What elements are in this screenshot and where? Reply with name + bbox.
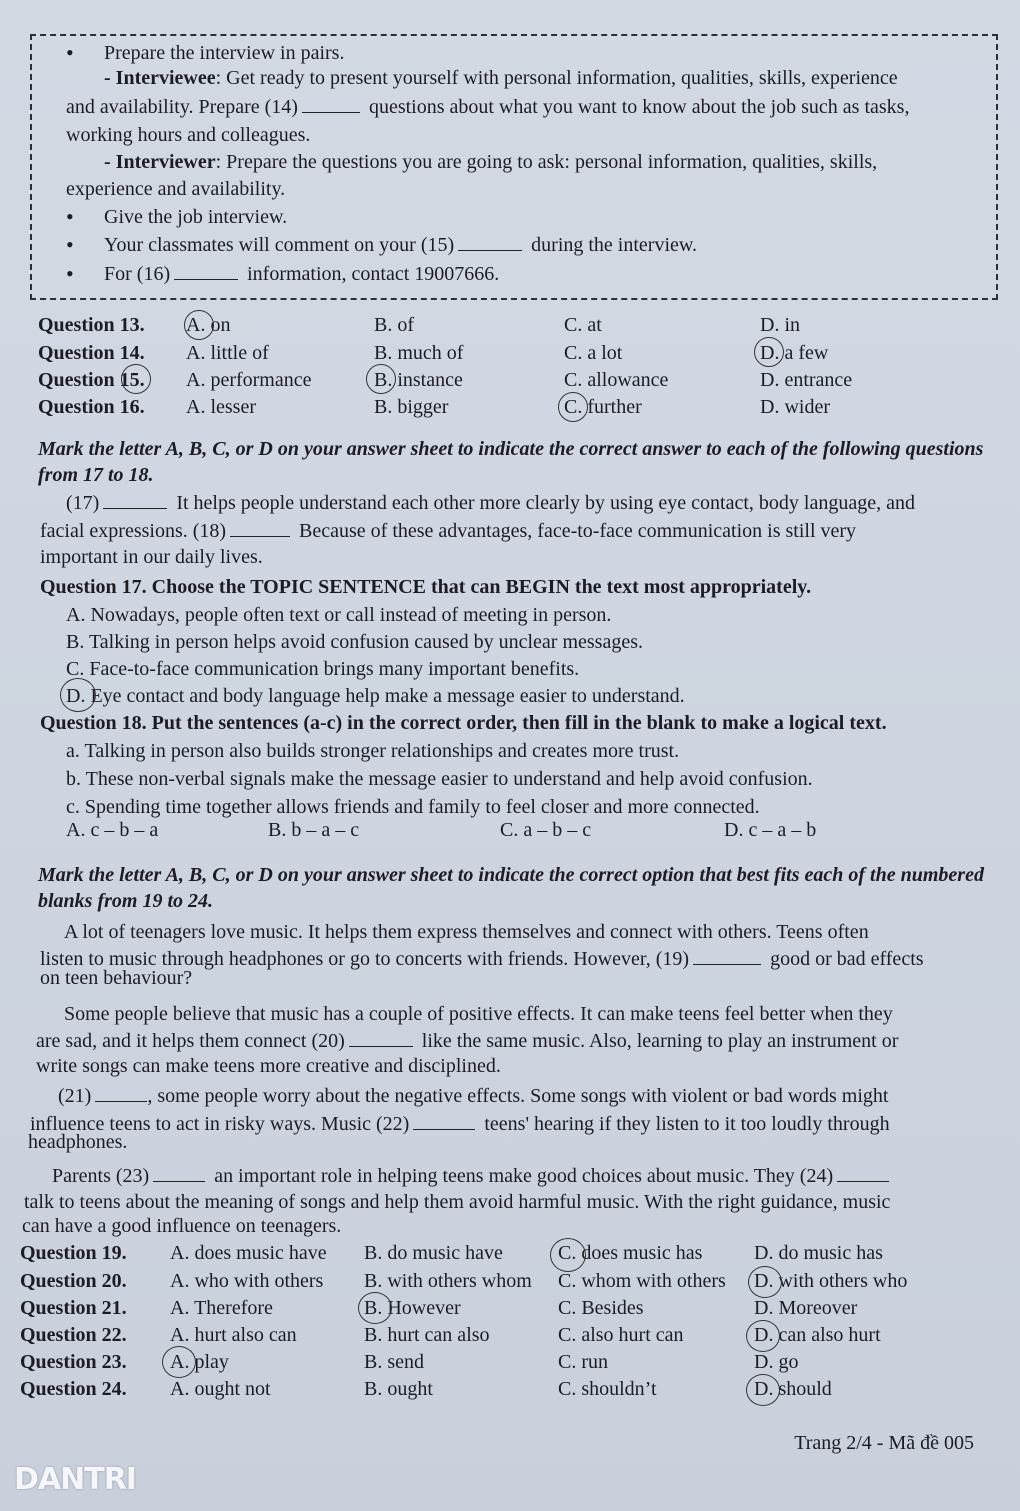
blank-15 (458, 250, 522, 251)
box-interviewee-line-2: and availability. Prepare (14) questions about what you want to know about the job such as tasks, (66, 96, 910, 118)
option-c[interactable]: C. at (564, 314, 602, 336)
option-b[interactable]: B. of (374, 314, 414, 336)
blank-23 (153, 1181, 205, 1182)
option-b[interactable]: B. instance (374, 369, 463, 391)
option-c[interactable]: C. also hurt can (558, 1324, 684, 1346)
option-a[interactable]: A. little of (186, 342, 269, 364)
option-d[interactable]: D. Moreover (754, 1297, 858, 1319)
answer-mark-17 (60, 678, 96, 712)
box-interviewee-line-1: - Interviewee: Get ready to present yourself with personal information, qualities, skills, experience (104, 67, 898, 89)
option-b[interactable]: B. ought (364, 1378, 433, 1400)
option-a[interactable]: A. Therefore (170, 1297, 273, 1319)
answer-mark-15 (366, 364, 396, 394)
passage-p4-line-3: can have a good influence on teenagers. (22, 1215, 342, 1237)
option-d[interactable]: D. a few (760, 342, 829, 364)
passage-p3-line-1: (21) , some people worry about the negative effects. Some songs with violent or bad words might (58, 1085, 889, 1107)
option-a[interactable]: A. performance (186, 369, 312, 391)
option-c[interactable]: C. run (558, 1351, 608, 1373)
question-label: Question 23. (20, 1351, 127, 1373)
answer-mark-14 (754, 337, 784, 367)
q17-option-d[interactable]: D. Eye contact and body language help make a message easier to understand. (66, 685, 685, 707)
option-c[interactable]: C. does music has (558, 1242, 703, 1264)
option-a[interactable]: A. c – b – a (66, 819, 159, 841)
question-15-row (38, 368, 998, 392)
question-label: Question 20. (20, 1270, 127, 1292)
option-b[interactable]: B. bigger (374, 396, 449, 418)
answer-mark-21 (358, 1292, 392, 1324)
passage-p3-line-2: influence teens to act in risky ways. Music (22) teens' hearing if they listen to it too loudly through (30, 1113, 890, 1135)
option-d[interactable]: D. wider (760, 396, 830, 418)
option-b[interactable]: B. do music have (364, 1242, 503, 1264)
dantri-watermark-logo: DANTRI (14, 1462, 136, 1497)
question-18-options (66, 818, 966, 842)
question-label: Question 24. (20, 1378, 127, 1400)
option-b[interactable]: B. However (364, 1297, 461, 1319)
question-16-row (38, 395, 998, 419)
instruction-17-18: Mark the letter A, B, C, or D on your answer sheet to indicate the correct answer to each of the following questions from 17 to 18. (38, 438, 984, 486)
box-bullet-4: • For (16) information, contact 19007666. (104, 262, 499, 286)
passage-p1-line-3: on teen behaviour? (40, 967, 193, 989)
blank-21 (95, 1101, 147, 1102)
question-label: Question 13. (38, 314, 145, 336)
text-17-18-line-1: (17) It helps people understand each other more clearly by using eye contact, body language, and (66, 492, 915, 514)
box-bullet-1: • Prepare the interview in pairs. (104, 41, 344, 65)
option-d[interactable]: D. can also hurt (754, 1324, 881, 1346)
option-c[interactable]: C. Besides (558, 1297, 644, 1319)
option-b[interactable]: B. b – a – c (268, 819, 360, 841)
question-label: Question 16. (38, 396, 145, 418)
question-20-row (20, 1269, 1010, 1293)
option-a[interactable]: A. hurt also can (170, 1324, 297, 1346)
question-label: Question 22. (20, 1324, 127, 1346)
blank-19 (693, 964, 761, 965)
question-19-row (20, 1241, 1010, 1265)
option-a[interactable]: A. ought not (170, 1378, 271, 1400)
question-label: Question 21. (20, 1297, 127, 1319)
blank-18 (230, 536, 290, 537)
option-c[interactable]: C. further (564, 396, 642, 418)
passage-p4-line-2: talk to teens about the meaning of songs and help them avoid harmful music. With the right guidance, music (24, 1191, 891, 1213)
option-a[interactable]: A. play (170, 1351, 229, 1373)
passage-p4-line-1: Parents (23) an important role in helping teens make good choices about music. They (24) (52, 1164, 893, 1188)
blank-14 (302, 112, 360, 113)
option-c[interactable]: C. a lot (564, 342, 623, 364)
question-22-row (20, 1323, 1010, 1347)
blank-17 (103, 508, 167, 509)
option-c[interactable]: C. allowance (564, 369, 669, 391)
option-d[interactable]: D. in (760, 314, 800, 336)
answer-mark-13 (184, 310, 214, 340)
passage-p2-line-1: Some people believe that music has a couple of positive effects. It can make teens feel better when they (64, 1003, 893, 1025)
option-c[interactable]: C. whom with others (558, 1270, 726, 1292)
page-footer: Trang 2/4 - Mã đề 005 (794, 1432, 974, 1454)
q17-option-a[interactable]: A. Nowadays, people often text or call instead of meeting in person. (66, 604, 612, 626)
box-interviewee-line-3: working hours and colleagues. (66, 124, 311, 146)
option-d[interactable]: D. entrance (760, 369, 853, 391)
option-a[interactable]: A. lesser (186, 396, 256, 418)
option-b[interactable]: B. send (364, 1351, 424, 1373)
box-bullet-3: • Your classmates will comment on your (15) during the interview. (104, 233, 697, 257)
passage-p3-line-3: headphones. (28, 1131, 128, 1153)
option-a[interactable]: A. on (186, 314, 231, 336)
option-c[interactable]: C. a – b – c (500, 819, 592, 841)
option-a[interactable]: A. who with others (170, 1270, 324, 1292)
blank-22 (413, 1129, 475, 1130)
option-d[interactable]: D. go (754, 1351, 799, 1373)
passage-p2-line-3: write songs can make teens more creative and disciplined. (36, 1055, 501, 1077)
answer-mark-16 (558, 392, 588, 422)
passage-p2-line-2: are sad, and it helps them connect (20) like the same music. Also, learning to play an instrument or (36, 1030, 899, 1052)
option-d[interactable]: D. with others who (754, 1270, 908, 1292)
blank-20 (349, 1046, 413, 1047)
answer-mark-24 (746, 1374, 780, 1406)
text-17-18-line-3: important in our daily lives. (40, 546, 263, 568)
answer-mark-19 (550, 1238, 586, 1272)
q17-option-b[interactable]: B. Talking in person helps avoid confusion caused by unclear messages. (66, 631, 643, 653)
q18-sentence-c: c. Spending time together allows friends and family to feel closer and more connected. (66, 796, 760, 818)
question-mark-15 (121, 364, 151, 394)
answer-mark-20 (748, 1266, 782, 1298)
text-17-18-line-2: facial expressions. (18) Because of these advantages, face-to-face communication is still very (40, 520, 857, 542)
question-18-title: Question 18. Put the sentences (a-c) in the correct order, then fill in the blank to make a logical text. (40, 712, 887, 734)
question-label: Question 19. (20, 1242, 127, 1264)
instruction-19-24: Mark the letter A, B, C, or D on your answer sheet to indicate the correct option that best fits each of the numbered blanks from 19 to 24. (38, 864, 984, 912)
question-label: Question 15. (38, 369, 145, 391)
passage-p1-line-2: listen to music through headphones or go to concerts with friends. However, (19) good or bad effects (40, 948, 924, 970)
question-label: Question 14. (38, 342, 145, 364)
q18-sentence-a: a. Talking in person also builds stronger relationships and creates more trust. (66, 740, 680, 762)
q17-option-c[interactable]: C. Face-to-face communication brings many important benefits. (66, 658, 580, 680)
question-13-row (38, 313, 998, 337)
option-d[interactable]: D. should (754, 1378, 832, 1400)
passage-p1-line-1: A lot of teenagers love music. It helps them express themselves and connect with others. Teens often (64, 921, 869, 943)
question-21-row (20, 1296, 1010, 1320)
box-interviewer-line-1: - Interviewer: Prepare the questions you are going to ask: personal information, qualities, skills, (104, 151, 878, 173)
blank-24 (837, 1181, 889, 1182)
question-14-row (38, 341, 998, 365)
question-24-row (20, 1377, 1010, 1401)
option-d[interactable]: D. do music has (754, 1242, 883, 1264)
option-b[interactable]: B. hurt can also (364, 1324, 490, 1346)
box-interviewer-line-2: experience and availability. (66, 178, 286, 200)
option-c[interactable]: C. shouldn’t (558, 1378, 657, 1400)
question-17-title: Question 17. Choose the TOPIC SENTENCE that can BEGIN the text most appropriately. (40, 576, 812, 598)
answer-mark-22 (746, 1320, 780, 1352)
answer-mark-23 (162, 1346, 196, 1378)
box-bullet-2: • Give the job interview. (104, 205, 287, 229)
option-d[interactable]: D. c – a – b (724, 819, 817, 841)
option-b[interactable]: B. with others whom (364, 1270, 532, 1292)
blank-16 (174, 279, 238, 280)
q18-sentence-b: b. These non-verbal signals make the message easier to understand and help avoid confusion. (66, 768, 813, 790)
option-b[interactable]: B. much of (374, 342, 464, 364)
option-a[interactable]: A. does music have (170, 1242, 327, 1264)
